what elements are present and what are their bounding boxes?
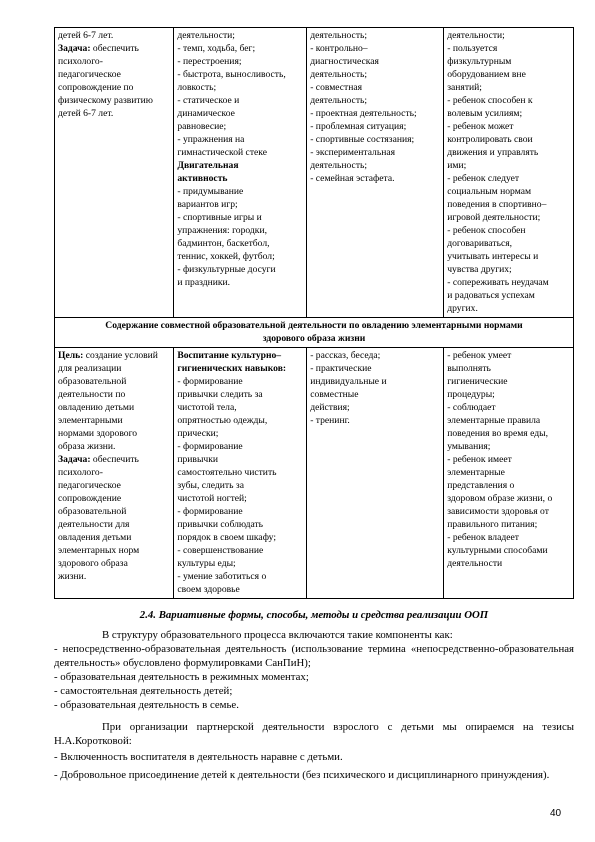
bold-label: Задача: <box>58 454 91 465</box>
cell-line: умывания; <box>447 441 491 452</box>
forms-cell <box>307 28 444 318</box>
section-title <box>55 318 574 348</box>
cell-line: контролировать свои <box>447 134 533 145</box>
cell-line: деятельность; <box>310 30 368 41</box>
cell-line: физкультурным <box>447 56 512 67</box>
cell-line: - быстрота, выносливость, <box>177 69 286 80</box>
cell-line: привычки соблюдать <box>177 519 264 530</box>
cell-line: других. <box>447 303 478 314</box>
cell-line: элементарных норм <box>58 545 140 556</box>
activity-table <box>54 27 574 599</box>
cell-line: движения и управлять <box>447 147 539 158</box>
cell-line: детей 6-7 лет. <box>58 108 114 119</box>
label-text: обеспечить <box>90 454 139 465</box>
results-cell <box>444 28 574 318</box>
cell-line: - ребенок следует <box>447 173 520 184</box>
forms-cell <box>307 348 444 599</box>
cell-line: представления о <box>447 480 515 491</box>
list-item: - Включенность воспитателя в деятельность наравне с детьми. <box>54 751 343 763</box>
cell-line: педагогическое <box>58 69 121 80</box>
cell-line: психолого- <box>58 467 103 478</box>
table-row <box>55 28 574 318</box>
cell-line: - совместная <box>310 82 363 93</box>
cell-line: - формирование <box>177 441 243 452</box>
cell-line: - рассказ, беседа; <box>310 350 381 361</box>
cell-line: диагностическая <box>310 56 379 67</box>
cell-line: деятельности; <box>177 30 235 41</box>
cell-line: - ребенок умеет <box>447 350 512 361</box>
cell-line: элементарные <box>447 467 505 478</box>
cell-line <box>177 362 303 375</box>
cell-line: чувства других; <box>447 264 512 275</box>
list-item: - образовательная деятельность в режимных моментах; <box>54 671 309 683</box>
goal-cell <box>55 28 174 318</box>
cell-line: психолого- <box>58 56 103 67</box>
cell-line: - сопереживать неудачам <box>447 277 549 288</box>
cell-line <box>58 453 170 466</box>
cell-line: образа жизни. <box>58 441 116 452</box>
label-text: создание условий <box>83 350 158 361</box>
cell-line: учитывать интересы и <box>447 251 539 262</box>
bold-label: Воспитание культурно– <box>177 350 282 361</box>
cell-line: - ребенок может <box>447 121 514 132</box>
cell-line: - спортивные игры и <box>177 212 262 223</box>
cell-line: - практические <box>310 363 372 374</box>
cell-line <box>177 349 303 362</box>
cell-line: - темп, ходьба, бег; <box>177 43 256 54</box>
cell-line: процедуры; <box>447 389 495 400</box>
cell-line: зависимости здоровья от <box>447 506 549 517</box>
list-item: - образовательная деятельность в семье. <box>54 699 239 711</box>
cell-line: - проблемная ситуация; <box>310 121 407 132</box>
cell-line <box>58 42 170 55</box>
cell-line: ими; <box>447 160 467 171</box>
cell-line: прически; <box>177 428 219 439</box>
cell-line: гигиенические <box>447 376 508 387</box>
bold-label: активность <box>177 173 228 184</box>
cell-line: - соблюдает <box>447 402 496 413</box>
cell-line: деятельность; <box>310 95 368 106</box>
cell-line: здоровом образе жизни, о <box>447 493 553 504</box>
cell-line: совместные <box>310 389 359 400</box>
cell-line: деятельности для <box>58 519 130 530</box>
cell-line: - перестроения; <box>177 56 242 67</box>
cell-line <box>58 349 170 362</box>
cell-line: - формирование <box>177 506 243 517</box>
table-row <box>55 348 574 599</box>
cell-line: своем здоровье <box>177 584 240 595</box>
cell-line: игровой деятельности; <box>447 212 541 223</box>
cell-line: - проектная деятельность; <box>310 108 417 119</box>
cell-line: - спортивные состязания; <box>310 134 415 145</box>
goal-cell <box>55 348 174 599</box>
cell-line: - семейная эстафета. <box>310 173 395 184</box>
cell-line <box>177 159 303 172</box>
cell-line: образовательной <box>58 376 127 387</box>
cell-line: бадминтон, баскетбол, <box>177 238 270 249</box>
cell-line <box>177 172 303 185</box>
cell-line: педагогическое <box>58 480 121 491</box>
cell-line: занятий; <box>447 82 482 93</box>
cell-line: чистотой ногтей; <box>177 493 247 504</box>
section-heading: 2.4. Вариативные формы, способы, методы и средства реализации ООП <box>139 609 489 621</box>
cell-line: элементарные правила <box>447 415 541 426</box>
cell-line: упражнения: городки, <box>177 225 267 236</box>
cell-line: деятельности по <box>58 389 126 400</box>
cell-line: - ребенок имеет <box>447 454 512 465</box>
cell-line: здорового образа <box>58 558 128 569</box>
cell-line: деятельность; <box>310 69 368 80</box>
cell-line: вариантов игр; <box>177 199 238 210</box>
cell-line: деятельности <box>447 558 503 569</box>
cell-line: поведения в спортивно– <box>447 199 547 210</box>
cell-line: здорового образа жизни <box>262 333 366 344</box>
cell-line: - умение заботиться о <box>177 571 267 582</box>
cell-line: для реализации <box>58 363 122 374</box>
paragraph: В структуру образовательного процесса включаются такие компоненты как: <box>102 629 453 641</box>
cell-line: равновесие; <box>177 121 227 132</box>
list-item: - непосредственно-образовательная деятельность (использование термина «непосредственно-образовательная деятельность» обусловлено формулировками СанПиН); <box>54 643 574 669</box>
cell-line: действия; <box>310 402 350 413</box>
cell-line: оборудованием вне <box>447 69 526 80</box>
label-text: обеспечить <box>90 43 139 54</box>
cell-line: деятельности; <box>447 30 505 41</box>
cell-line: Содержание совместной образовательной деятельности по овладению элементарными нормами <box>105 320 523 331</box>
cell-line: ловкость; <box>177 82 217 93</box>
cell-line: сопровождение <box>58 493 122 504</box>
cell-line: гимнастической стеке <box>177 147 267 158</box>
cell-line: сопровождение по <box>58 82 134 93</box>
cell-line: самостоятельно чистить <box>177 467 277 478</box>
cell-line: элементарными <box>58 415 123 426</box>
cell-line: овладению детьми <box>58 402 135 413</box>
cell-line: договариваться, <box>447 238 513 249</box>
results-cell <box>444 348 574 599</box>
cell-line: культурными способами <box>447 545 548 556</box>
cell-line: - пользуется <box>447 43 498 54</box>
cell-line: привычки <box>177 454 219 465</box>
cell-line: культуры еды; <box>177 558 236 569</box>
list-item: - самостоятельная деятельность детей; <box>54 685 233 697</box>
cell-line: - ребенок способен к <box>447 95 533 106</box>
cell-line: зубы, следить за <box>177 480 244 491</box>
cell-line: - контрольно– <box>310 43 368 54</box>
cell-line: динамическое <box>177 108 235 119</box>
cell-line: - совершенствование <box>177 545 264 556</box>
cell-line: - упражнения на <box>177 134 245 145</box>
bold-label: гигиенических навыков: <box>177 363 287 374</box>
cell-line: детей 6-7 лет. <box>58 30 114 41</box>
cell-line: - придумывание <box>177 186 244 197</box>
bold-label: Цель: <box>58 350 84 361</box>
bold-label: Задача: <box>58 43 91 54</box>
page-number: 40 <box>550 808 562 819</box>
paragraph: При организации партнерской деятельности взрослого с детьми мы опираемся на тезисы Н.А.Коротковой: <box>54 721 574 747</box>
list-item: - Добровольное присоединение детей к деятельности (без психического и дисциплинарного принуждения). <box>54 769 550 781</box>
bold-label: Двигательная <box>177 160 239 171</box>
cell-line: чистотой тела, <box>177 402 237 413</box>
cell-line: - тренинг. <box>310 415 350 426</box>
cell-line: индивидуальные и <box>310 376 387 387</box>
section-row <box>55 318 574 348</box>
cell-line: нормами здорового <box>58 428 138 439</box>
cell-line: порядок в своем шкафу; <box>177 532 277 543</box>
cell-line: образовательной <box>58 506 127 517</box>
content-cell <box>174 348 307 599</box>
cell-line: - формирование <box>177 376 243 387</box>
cell-line: социальным нормам <box>447 186 532 197</box>
cell-line: - экспериментальная <box>310 147 396 158</box>
cell-line: жизни. <box>58 571 87 582</box>
cell-line: выполнять <box>447 363 491 374</box>
cell-line: - ребенок способен <box>447 225 526 236</box>
cell-line: опрятностью одежды, <box>177 415 268 426</box>
cell-line: деятельность; <box>310 160 368 171</box>
cell-line: и праздники. <box>177 277 231 288</box>
content-cell <box>174 28 307 318</box>
cell-line: - статическое и <box>177 95 240 106</box>
cell-line: - физкультурные досуги <box>177 264 276 275</box>
cell-line: овладения детьми <box>58 532 132 543</box>
cell-line: физическому развитию <box>58 95 153 106</box>
cell-line: привычки следить за <box>177 389 263 400</box>
cell-line: поведения во время еды, <box>447 428 548 439</box>
cell-line: теннис, хоккей, футбол; <box>177 251 275 262</box>
cell-line: правильного питания; <box>447 519 538 530</box>
cell-line: - ребенок владеет <box>447 532 519 543</box>
cell-line: и радоваться успехам <box>447 290 535 301</box>
cell-line: волевым усилиям; <box>447 108 523 119</box>
